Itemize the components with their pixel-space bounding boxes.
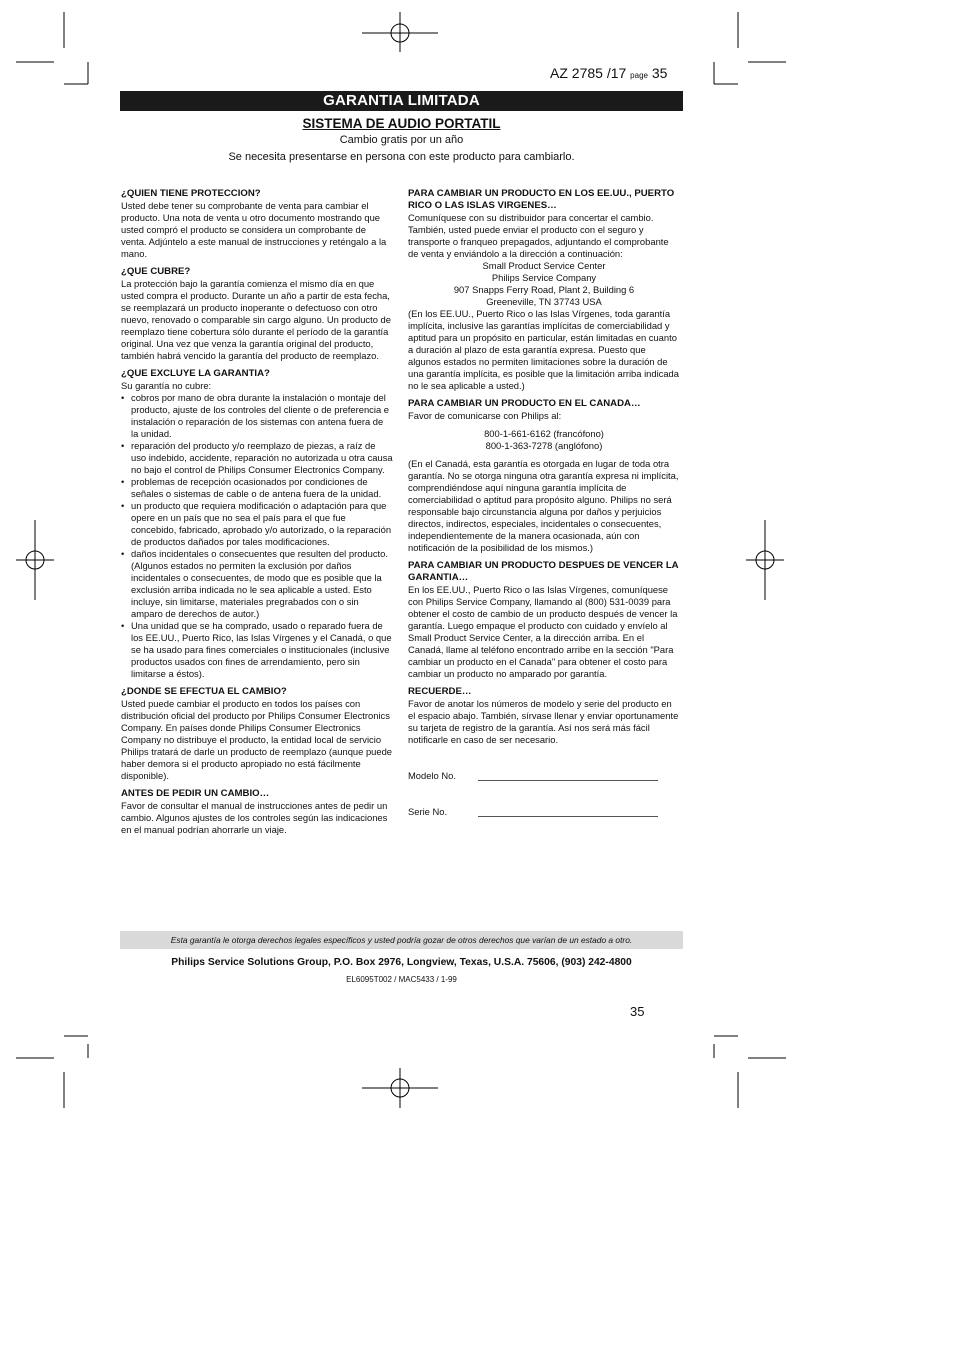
phone-numbers — [408, 428, 680, 452]
left-column — [121, 188, 393, 836]
section-text: Favor de consultar el manual de instrucciones antes de pedir un cambio. Algunos ajustes de los controles según las indicaciones en el manual podrían ahorrarle un viaje. — [121, 800, 388, 835]
address-line: Small Product Service Center — [482, 260, 606, 271]
page-word: page — [630, 71, 648, 80]
phone-english: 800-1-363-7278 (anglófono) — [485, 440, 603, 451]
section-text: La protección bajo la garantía comienza el mismo día en que usted compra el producto. Durante un año a partir de esta fecha, se reemplazará un producto inoperante o defectuoso con otro nuevo, renovado o comparable sin cargo alguno. Un producto de reemplazo tiene cobertura sólo durante el período de la garantía original. Una vez que venza la garantía original del producto, también habrá vencido la garantía del producto de reemplazo. — [121, 278, 391, 361]
product-subtitle: SISTEMA DE AUDIO PORTATIL — [302, 116, 501, 131]
page-number: 35 — [630, 1004, 645, 1019]
section-heading: PARA CAMBIAR UN PRODUCTO EN LOS EE.UU., PUERTO RICO O LAS ISLAS VIRGENES… — [408, 188, 675, 211]
list-item: • problemas de recepción ocasionados por condiciones de señales o sistemas de cable o de antena fuera de la unidad. — [121, 476, 393, 500]
section-text: Comuníquese con su distribuidor para concertar el cambio. También, usted puede enviar el producto con el seguro y transporte o franqueo prepagados, adjuntando el comprobante de venta y enviándolo a la dirección a continuación: — [408, 212, 669, 259]
section-text: Favor de anotar los números de modelo y serie del producto en el espacio abajo. También, sírvase llenar y enviar oportunamente su tarjeta de registro de la garantía. Así nos será más fácil notificarle en caso de ser necesario. — [408, 698, 679, 745]
section-heading: ANTES DE PEDIR UN CAMBIO… — [121, 788, 270, 799]
footer-address: Philips Service Solutions Group, P.O. Box 2976, Longview, Texas, U.S.A. 75606, (903) 242-4800 — [171, 957, 632, 968]
model-number-field — [408, 770, 680, 806]
intro-line-1: Cambio gratis por un año — [339, 134, 464, 146]
section-text: (En el Canadá, esta garantía es otorgada en lugar de toda otra garantía. No se otorga ninguna otra garantía expresa ni implícita, comprendiéndose aquí ninguna garantía implícita de comerciabilidad o aptitud para propósito alguno. Philips no será responsable bajo circunstancia alguna por daños y perjuicios directos, indirectos, especiales, incidentales o consecuentes, independientemente de la manera ocasionada, aún con notificación de la posibilidad de los mismos.) — [408, 458, 679, 553]
serial-number-field — [408, 806, 680, 842]
model-code: AZ 2785 /17 — [550, 65, 627, 81]
list-item: • reparación del producto y/o reemplazo de piezas, a raíz de uso indebido, accidente, reparación no autorizada u otra causa no bajo el control de Philips Consumer Electronics Company. — [121, 440, 393, 476]
address-line: Greeneville, TN 37743 USA — [486, 296, 602, 307]
list-item: • cobros por mano de obra durante la instalación o montaje del producto, ajuste de los controles del cliente o de preferencia e instalación o reparación de los sistemas con antena fuera de la unidad. — [121, 392, 393, 440]
document-code: EL6095T002 / MAC5433 / 1-99 — [346, 975, 457, 984]
rights-note: Esta garantía le otorga derechos legales específicos y usted podría gozar de otros derechos que varían de un estado a otro. — [120, 931, 683, 949]
list-item: • daños incidentales o consecuentes que resulten del producto. (Algunos estados no permiten la exclusión por daños incidentales o consecuentes, de modo que es posible que la exclusión arriba indicada no le sea aplicable a usted. Esto incluye, sin limitarse, materiales pregrabados con o sin amparo de derechos de autor.) — [121, 548, 393, 620]
exclusions-list — [121, 392, 393, 680]
section-text: En los EE.UU., Puerto Rico o las Islas Vírgenes, comuníquese con Philips Service Company, llamando al (800) 531-0039 para obtener el costo de cambio de un producto después de vencer la garantía. Luego empaque el producto con cuidado y envíelo al Small Product Service Center, a la dirección arriba. En el Canadá, llame al teléfono encontrado arribe en la sección "Para cambiar un producto en el Canada" para obtener el costo para cambiar un producto no amparado por garantía. — [408, 584, 678, 679]
address-line: Philips Service Company — [491, 272, 597, 283]
serial-number-blank — [478, 816, 658, 817]
section-heading: ¿QUE CUBRE? — [121, 266, 191, 277]
section-text: Su garantía no cubre: — [121, 380, 212, 391]
section-heading: ¿QUE EXCLUYE LA GARANTIA? — [121, 368, 270, 379]
list-item: • Una unidad que se ha comprado, usado o reparado fuera de los EE.UU., Puerto Rico, las Islas Vírgenes y el Canadá, o que se ha usado para fines comerciales o institucionales (inclusive productos usados con fines de arrendamiento, pero sin limitarse a éstos). — [121, 620, 393, 680]
right-column — [408, 188, 680, 842]
section-text: Favor de comunicarse con Philips al: — [408, 410, 562, 421]
page-title: GARANTIA LIMITADA — [120, 91, 683, 111]
model-number-label: Modelo No. — [408, 770, 456, 781]
phone-french: 800-1-661-6162 (francófono) — [484, 428, 604, 439]
section-heading: RECUERDE… — [408, 686, 472, 697]
section-text: Usted puede cambiar el producto en todos los países con distribución oficial del producto por Philips Consumer Electronics Company. En países donde Philips Consumer Electronics Company no distribuye el producto, la entidad local de servicio Philips tratará de darle un producto de reemplazo (aunque puede haber demora si el producto apropiado no está fácilmente disponible). — [121, 698, 393, 781]
section-text: Usted debe tener su comprobante de venta para cambiar el producto. Una nota de venta u otro documento mostrando que usted compró el producto se considera un comprobante de venta. Adjúntelo a este manual de instrucciones y reténgalo a la mano. — [121, 200, 387, 259]
model-page-code — [550, 65, 667, 81]
list-item: • un producto que requiera modificación o adaptación para que opere en un país que no sea el país para el que fue concebido, fabricado, aprobado y/o autorizado, o la reparación de productos dañados por tales modificaciones. — [121, 500, 393, 548]
model-number-blank — [478, 780, 658, 781]
section-heading: PARA CAMBIAR UN PRODUCTO EN EL CANADA… — [408, 398, 641, 409]
section-heading: ¿QUIEN TIENE PROTECCION? — [121, 188, 261, 199]
section-heading: PARA CAMBIAR UN PRODUCTO DESPUES DE VENCER LA GARANTIA… — [408, 560, 679, 583]
serial-number-label: Serie No. — [408, 806, 448, 817]
address-line: 907 Snapps Ferry Road, Plant 2, Building 6 — [453, 284, 635, 295]
intro-line-2: Se necesita presentarse en persona con este producto para cambiarlo. — [228, 151, 575, 163]
section-text: (En los EE.UU., Puerto Rico o las Islas Vírgenes, toda garantía implícita, inclusive las garantías implícitas de comerciabilidad y aptitud para un propósito en particular, están limitadas en cuanto a duración al plazo de esta garantía expresa. Puesto que algunos estados no permiten limitaciones sobre la duración de una garantía implícita, es posible que la limitación arriba indicada no le sea aplicable a usted.) — [408, 308, 679, 391]
section-heading: ¿DONDE SE EFECTUA EL CAMBIO? — [121, 686, 287, 697]
header-page-number: 35 — [651, 65, 668, 81]
